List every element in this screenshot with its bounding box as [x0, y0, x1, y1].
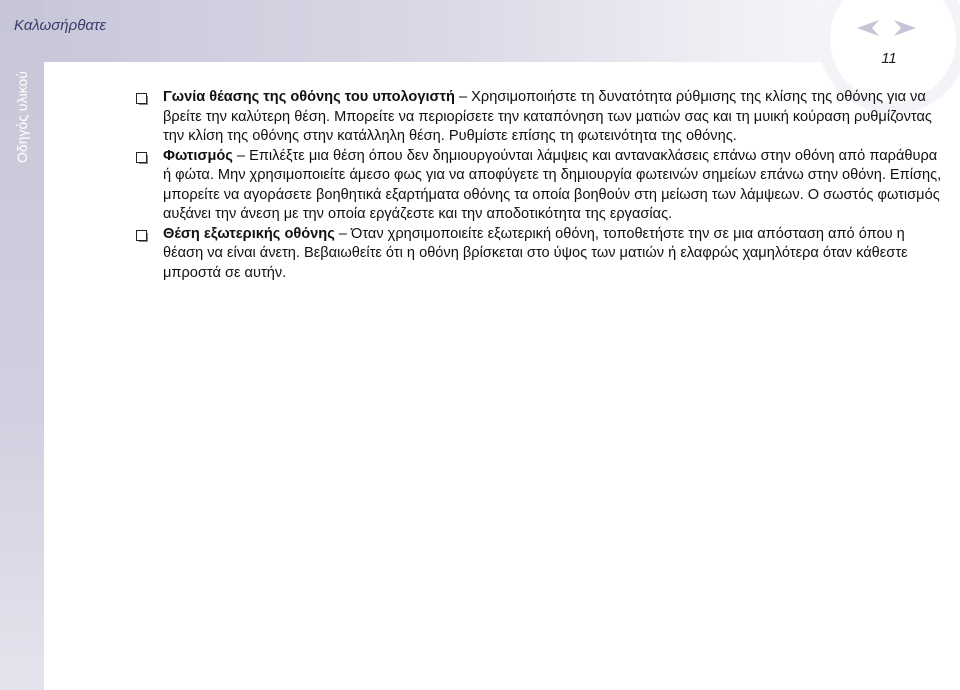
next-page-button[interactable]	[892, 18, 918, 38]
item-term: Φωτισμός	[163, 147, 233, 164]
section-title: Καλωσήρθατε	[14, 17, 107, 34]
list-item	[136, 88, 946, 147]
next-arrow-icon	[892, 18, 918, 38]
checkbox-bullet-icon	[136, 93, 147, 104]
page-number: 11	[881, 50, 897, 67]
checkbox-bullet-icon	[136, 230, 147, 241]
content-list	[136, 88, 946, 283]
item-term: Θέση εξωτερικής οθόνης	[163, 225, 335, 242]
item-text: – Όταν χρησιμοποιείτε εξωτερική οθόνη, τοποθετήστε την σε μια απόσταση από όπου η θέαση να είναι άνετη. Βεβαιωθείτε ότι η οθόνη βρίσκεται στο ύψος των ματιών ή ελαφρώς χαμηλότερα όταν κάθεστε μπροστά σε αυτήν.	[163, 225, 908, 281]
item-text: – Επιλέξτε μια θέση όπου δεν δημιουργούνται λάμψεις και αντανακλάσεις επάνω στην οθόνη από παράθυρα ή φώτα. Μην χρησιμοποιείτε άμεσο φως για να αποφύγετε τη δημιουργία φωτεινών σημείων επάνω στην οθόνη. Επίσης, μπορείτε να αγοράσετε βοηθητικά εξαρτήματα οθόνης τα οποία βοηθούν στη μείωση των λάμψεων. Ο σωστός φωτισμός αυξάνει την άνεση με την οποία εργάζεστε και την αποδοτικότητα της εργασίας.	[163, 147, 942, 222]
list-item	[136, 225, 946, 284]
checkbox-bullet-icon	[136, 152, 147, 163]
prev-page-button[interactable]	[855, 18, 881, 38]
sidebar-label-container	[12, 62, 32, 172]
sidebar-label: Οδηγός υλικού	[14, 71, 30, 163]
prev-arrow-icon	[855, 18, 881, 38]
item-term: Γωνία θέασης της οθόνης του υπολογιστή	[163, 89, 455, 105]
item-text: – Χρησιμοποιήστε τη δυνατότητα ρύθμισης της κλίσης της οθόνης για να βρείτε την καλύτερη θέση. Μπορείτε να περιορίσετε την καταπόνηση των ματιών σας και τη μυική κούραση ρυθμίζοντας την κλίση της οθόνης στην κατάλληλη θέση. Ρυθμίστε επίσης τη φωτεινότητα της οθόνης.	[163, 89, 932, 144]
list-item	[136, 147, 946, 225]
